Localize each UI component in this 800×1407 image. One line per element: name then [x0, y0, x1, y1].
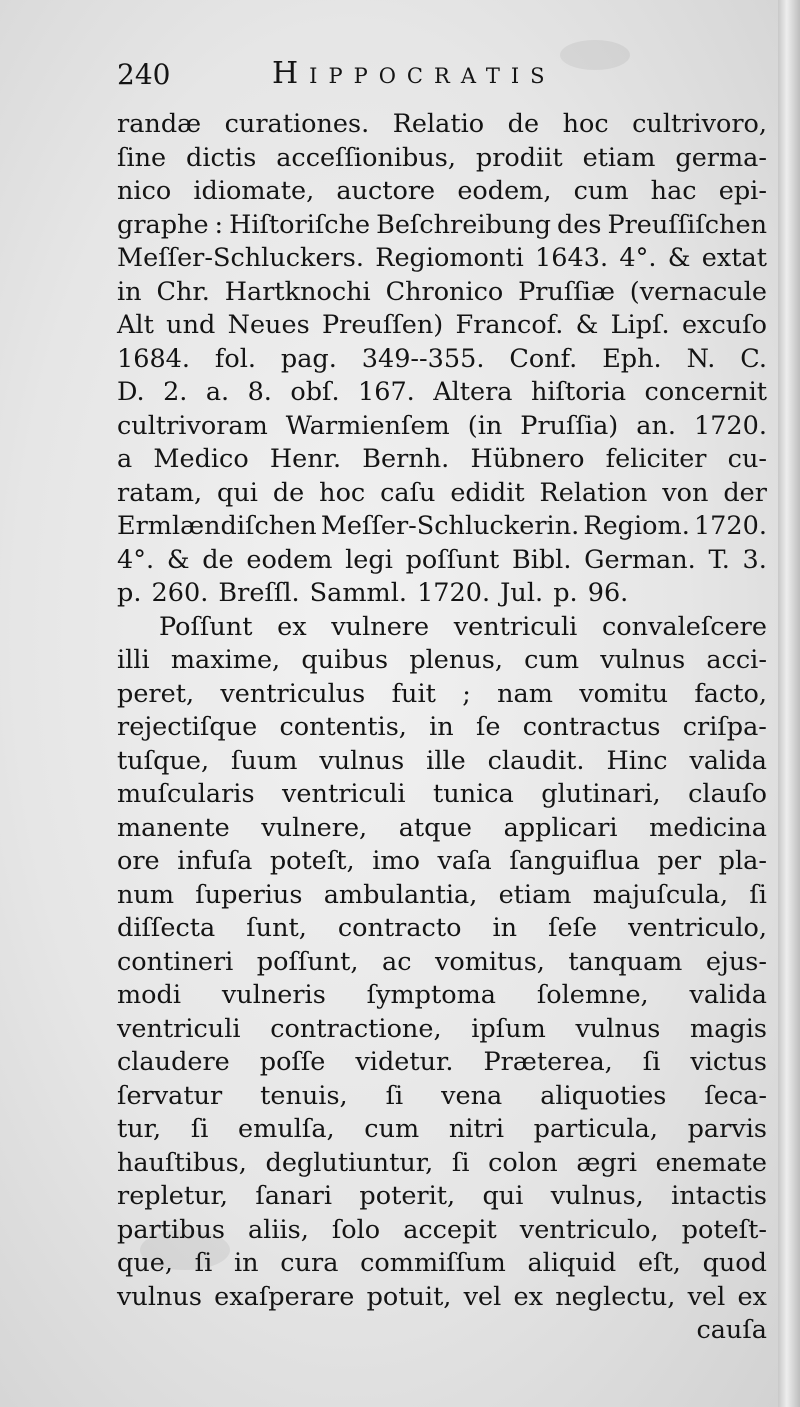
- word: ſunt,: [246, 913, 307, 943]
- word: emulſa,: [238, 1114, 335, 1144]
- word: vaſa: [437, 846, 492, 876]
- word: vel: [463, 1281, 502, 1312]
- word: 4°.: [117, 544, 155, 575]
- word: hoc: [319, 477, 366, 508]
- word: maxime,: [170, 645, 281, 675]
- word: Neues: [227, 310, 310, 340]
- word: qui: [482, 1181, 524, 1211]
- word: ſymptoma: [366, 980, 496, 1010]
- word: &: [166, 544, 190, 575]
- word: germa-: [675, 142, 767, 173]
- word: vena: [441, 1080, 503, 1111]
- word: eodem,: [457, 176, 552, 206]
- word: Meſſer-Schluckerin.: [320, 511, 580, 541]
- word: Bibl.: [511, 544, 572, 575]
- text-line: [117, 946, 767, 980]
- word: in: [117, 276, 142, 307]
- text-line: [117, 544, 767, 578]
- text-line: [117, 1281, 767, 1315]
- word: an.: [636, 410, 676, 441]
- word: N.: [686, 343, 716, 374]
- word: contentis,: [279, 712, 407, 742]
- word: idiomate,: [193, 176, 315, 206]
- word: 4°.: [619, 243, 657, 273]
- word: cura: [280, 1248, 339, 1278]
- text-line: [117, 879, 767, 913]
- word: hac: [650, 176, 697, 206]
- word: Præterea,: [483, 1047, 613, 1077]
- word: facto,: [694, 678, 767, 709]
- text-line: [117, 778, 767, 812]
- word: poſſunt: [405, 544, 500, 575]
- word: Preuſſen): [322, 310, 444, 340]
- word: 8.: [247, 377, 272, 407]
- text-line: [117, 477, 767, 511]
- word: num: [117, 879, 175, 910]
- text-line: [117, 577, 767, 611]
- word: Beſchreibung: [376, 209, 551, 240]
- word: obſ.: [290, 377, 340, 407]
- word: ore: [117, 846, 160, 876]
- word: eodem: [246, 544, 333, 575]
- word: German.: [584, 544, 696, 575]
- word: ſeca-: [704, 1080, 767, 1111]
- word: ipſum: [471, 1013, 546, 1044]
- word: Poſſunt: [159, 611, 253, 642]
- word: Meſſer-Schluckers.: [117, 243, 364, 273]
- word: ægri: [576, 1147, 638, 1178]
- word: vel: [687, 1281, 726, 1312]
- text-line: [117, 376, 767, 410]
- word: a: [117, 444, 133, 474]
- word: in: [429, 712, 454, 742]
- word: de: [507, 109, 540, 139]
- text-line: [117, 845, 767, 879]
- word: ſi: [194, 1248, 213, 1278]
- word: infuſa: [177, 846, 253, 876]
- word: extat: [701, 243, 767, 273]
- word: von: [662, 477, 709, 508]
- word: quod: [702, 1248, 767, 1278]
- word: pla-: [718, 846, 767, 876]
- word: claudit.: [487, 745, 585, 776]
- word: etiam: [582, 142, 656, 173]
- word: majuſcula,: [592, 879, 729, 910]
- word: excuſo: [681, 310, 767, 340]
- word: D.: [117, 377, 145, 407]
- word: commiſſum: [360, 1248, 506, 1278]
- word: &: [575, 310, 599, 340]
- word: de: [202, 544, 234, 575]
- text-line: [117, 209, 767, 243]
- word: accepit: [403, 1214, 497, 1245]
- word: particula,: [533, 1114, 658, 1144]
- word: curationes.: [224, 109, 370, 139]
- word: atque: [398, 812, 473, 843]
- word: etiam: [498, 879, 572, 910]
- word: nico: [117, 176, 172, 206]
- word: vomitus,: [434, 946, 545, 977]
- word: poſſunt,: [256, 946, 359, 977]
- word: ſine: [117, 142, 167, 173]
- catchword-line: [117, 1314, 767, 1348]
- word: parvis: [687, 1114, 767, 1144]
- word: fol.: [214, 343, 256, 374]
- word: Altera: [433, 377, 513, 407]
- word: Medico: [153, 444, 249, 474]
- text-line: [117, 1214, 767, 1248]
- word: muſcularis: [117, 779, 255, 809]
- word: colon: [488, 1147, 558, 1178]
- word: Regiom.: [583, 511, 690, 541]
- word: 1720.: [693, 410, 767, 441]
- word: potuit,: [366, 1281, 452, 1312]
- word: eſt,: [637, 1248, 681, 1278]
- word: graphe: [117, 209, 209, 240]
- word: poteſt,: [269, 846, 355, 876]
- word: quibus: [301, 645, 389, 675]
- word: Conf.: [509, 343, 578, 374]
- line-text: p. 260. Breſſl. Samml. 1720. Jul. p. 96.: [117, 578, 629, 608]
- word: ſi: [190, 1114, 209, 1144]
- word: cultrivoram: [117, 410, 268, 441]
- word: fuit: [391, 678, 436, 709]
- word: cu-: [727, 444, 767, 474]
- word: Hübnero: [470, 444, 585, 474]
- text-line: [117, 1247, 767, 1281]
- word: &: [667, 243, 691, 273]
- text-line: [117, 1013, 767, 1047]
- text-line: [117, 979, 767, 1013]
- word: contineri: [117, 946, 234, 977]
- word: claudere: [117, 1047, 230, 1077]
- word: Ermlændiſchen: [117, 511, 317, 541]
- word: que,: [117, 1248, 173, 1278]
- text-line: [117, 276, 767, 310]
- word: vulnus: [600, 645, 686, 675]
- word: contracto: [337, 913, 462, 943]
- text-line: [117, 1046, 767, 1080]
- word: cultrivoro,: [632, 109, 767, 139]
- word: hiſtoria: [530, 377, 627, 407]
- word: valida: [689, 980, 767, 1010]
- word: in: [233, 1248, 259, 1278]
- text-line: [117, 443, 767, 477]
- word: des: [556, 209, 602, 240]
- word: applicari: [503, 812, 618, 843]
- word: ſeſe: [548, 913, 598, 943]
- word: ratam,: [117, 477, 203, 508]
- word: illi: [117, 645, 150, 675]
- word: Pruſſiæ: [518, 276, 615, 307]
- word: ſanari: [255, 1181, 333, 1211]
- word: Francof.: [455, 310, 564, 340]
- word: der: [723, 477, 767, 508]
- text-line: [117, 1113, 767, 1147]
- word: manente: [117, 812, 230, 843]
- word: ;: [462, 678, 471, 709]
- word: criſpa-: [682, 712, 767, 742]
- word: enemate: [655, 1147, 767, 1178]
- word: hoc: [562, 109, 609, 139]
- word: deglutiuntur,: [265, 1147, 434, 1178]
- word: aliis,: [247, 1214, 309, 1245]
- word: 167.: [358, 377, 415, 407]
- word: Eph.: [602, 343, 662, 374]
- word: exaſperare: [214, 1281, 355, 1312]
- word: diſſecta: [117, 913, 216, 943]
- word: ſolemne,: [536, 980, 649, 1010]
- word: Chr.: [156, 276, 210, 307]
- word: contractus: [522, 712, 661, 742]
- word: rejectiſque: [117, 712, 258, 742]
- text-line: [117, 410, 767, 444]
- word: prodiit: [475, 142, 563, 173]
- word: victus: [690, 1047, 767, 1077]
- word: (vernacule: [629, 276, 767, 307]
- word: vulnus: [117, 1281, 202, 1312]
- word: 2.: [163, 377, 188, 407]
- word: acceſſionibus,: [276, 142, 456, 173]
- word: neglectu,: [555, 1281, 676, 1312]
- word: ſuum: [230, 745, 298, 776]
- word: medicina: [649, 812, 767, 843]
- word: ſervatur: [117, 1080, 223, 1111]
- word: Henr.: [269, 444, 342, 474]
- word: randæ: [117, 109, 202, 139]
- word: Relation: [539, 477, 648, 508]
- word: ſe: [475, 712, 501, 742]
- word: modi: [117, 980, 182, 1010]
- word: ventriculus: [220, 678, 366, 709]
- word: aliquoties: [540, 1080, 667, 1111]
- text-line: [117, 510, 767, 544]
- word: cum: [524, 645, 580, 675]
- page-edge: [778, 0, 800, 1407]
- word: :: [214, 209, 224, 240]
- word: vulnus: [319, 745, 405, 776]
- word: aliquid: [527, 1248, 617, 1278]
- word: Regiomonti: [375, 243, 524, 273]
- word: hauſtibus,: [117, 1147, 247, 1178]
- word: ſi: [749, 879, 767, 910]
- word: ventriculo,: [519, 1214, 659, 1245]
- word: Warmienſem: [285, 410, 450, 441]
- text-line: [117, 745, 767, 779]
- word: a.: [205, 377, 230, 407]
- word: valida: [689, 745, 767, 776]
- word: intactis: [671, 1181, 767, 1211]
- word: caſu: [380, 477, 436, 508]
- word: glutinari,: [541, 779, 661, 809]
- word: feliciter: [605, 444, 707, 474]
- word: Lipſ.: [610, 310, 670, 340]
- word: legi: [345, 544, 393, 575]
- word: C.: [740, 343, 767, 374]
- word: partibus: [117, 1214, 225, 1245]
- word: nam: [497, 678, 553, 709]
- word: 1720.: [693, 511, 767, 541]
- word: 349--355.: [361, 343, 485, 374]
- word: Chronico: [385, 276, 504, 307]
- word: ſi: [385, 1080, 404, 1111]
- text-line: [117, 812, 767, 846]
- text-line: [117, 309, 767, 343]
- word: dictis: [186, 142, 257, 173]
- word: tur,: [117, 1114, 162, 1144]
- word: ſi: [642, 1047, 661, 1077]
- catchword: cauſa: [696, 1315, 767, 1345]
- word: qui: [217, 477, 258, 508]
- word: tenuis,: [260, 1080, 348, 1111]
- word: ventriculi: [282, 779, 406, 809]
- word: vulneris: [221, 980, 326, 1010]
- word: Alt: [117, 310, 154, 340]
- word: tanquam: [568, 946, 683, 977]
- word: vulnere,: [261, 812, 368, 843]
- text-line: [117, 644, 767, 678]
- text-line: [117, 343, 767, 377]
- word: und: [166, 310, 216, 340]
- word: tunica: [433, 779, 514, 809]
- word: per: [657, 846, 702, 876]
- word: Hinc: [606, 745, 668, 776]
- word: edidit: [450, 477, 525, 508]
- word: in: [492, 913, 518, 943]
- word: plenus,: [409, 645, 503, 675]
- word: repletur,: [117, 1181, 229, 1211]
- word: Relatio: [392, 109, 485, 139]
- word: de: [272, 477, 305, 508]
- word: clauſo: [688, 779, 767, 809]
- word: imo: [372, 846, 420, 876]
- word: contractione,: [270, 1013, 442, 1044]
- text-line: [117, 142, 767, 176]
- page-number: 240: [117, 58, 171, 91]
- word: magis: [690, 1013, 767, 1044]
- word: 3.: [742, 544, 767, 575]
- word: poſſe: [259, 1047, 326, 1077]
- text-line: [117, 1080, 767, 1114]
- word: concernit: [644, 377, 767, 407]
- text-line: [117, 711, 767, 745]
- word: ventriculi: [117, 1013, 241, 1044]
- word: 1684.: [117, 343, 191, 374]
- word: ejus-: [705, 946, 767, 977]
- word: Hiſtoriſche: [229, 209, 371, 240]
- word: Hartknochi: [224, 276, 371, 307]
- word: ac: [382, 946, 412, 977]
- word: ventriculo,: [628, 913, 767, 943]
- text-line: [117, 912, 767, 946]
- word: (in: [467, 410, 503, 441]
- word: ille: [426, 745, 466, 776]
- word: tuſque,: [117, 745, 210, 776]
- running-head: Hippocratis: [272, 56, 556, 91]
- page-header: [117, 52, 617, 102]
- word: peret,: [117, 678, 195, 709]
- word: vulnus: [575, 1013, 661, 1044]
- word: ex: [513, 1281, 543, 1312]
- word: Bernh.: [362, 444, 450, 474]
- word: pag.: [280, 343, 337, 374]
- word: ſolo: [331, 1214, 381, 1245]
- word: cum: [364, 1114, 420, 1144]
- text-line: [117, 242, 767, 276]
- word: ſi: [451, 1147, 470, 1178]
- word: poterit,: [359, 1181, 456, 1211]
- word: ſuperius: [195, 879, 303, 910]
- word: epi-: [718, 176, 767, 206]
- text-line: [117, 678, 767, 712]
- word: auctore: [336, 176, 436, 206]
- word: cum: [573, 176, 629, 206]
- text-line: [117, 611, 767, 645]
- word: acci-: [706, 645, 767, 675]
- word: ex: [277, 611, 307, 642]
- text-line: [117, 175, 767, 209]
- text-line: [117, 1180, 767, 1214]
- word: vulnus,: [550, 1181, 644, 1211]
- word: ventriculi: [453, 611, 578, 642]
- word: T.: [708, 544, 730, 575]
- word: ambulantia,: [323, 879, 478, 910]
- word: videtur.: [355, 1047, 454, 1077]
- text-line: [117, 108, 767, 142]
- word: nitri: [448, 1114, 504, 1144]
- body-text: [117, 108, 767, 1348]
- text-line: [117, 1147, 767, 1181]
- word: vomitu: [579, 678, 669, 709]
- word: ſanguiflua: [509, 846, 640, 876]
- word: Pruſſia): [520, 410, 619, 441]
- word: convaleſcere: [601, 611, 767, 642]
- word: ex: [737, 1281, 767, 1312]
- word: poteſt-: [681, 1214, 767, 1245]
- word: Preuſſiſchen: [607, 209, 767, 240]
- word: vulnere: [331, 611, 430, 642]
- word: 1643.: [535, 243, 609, 273]
